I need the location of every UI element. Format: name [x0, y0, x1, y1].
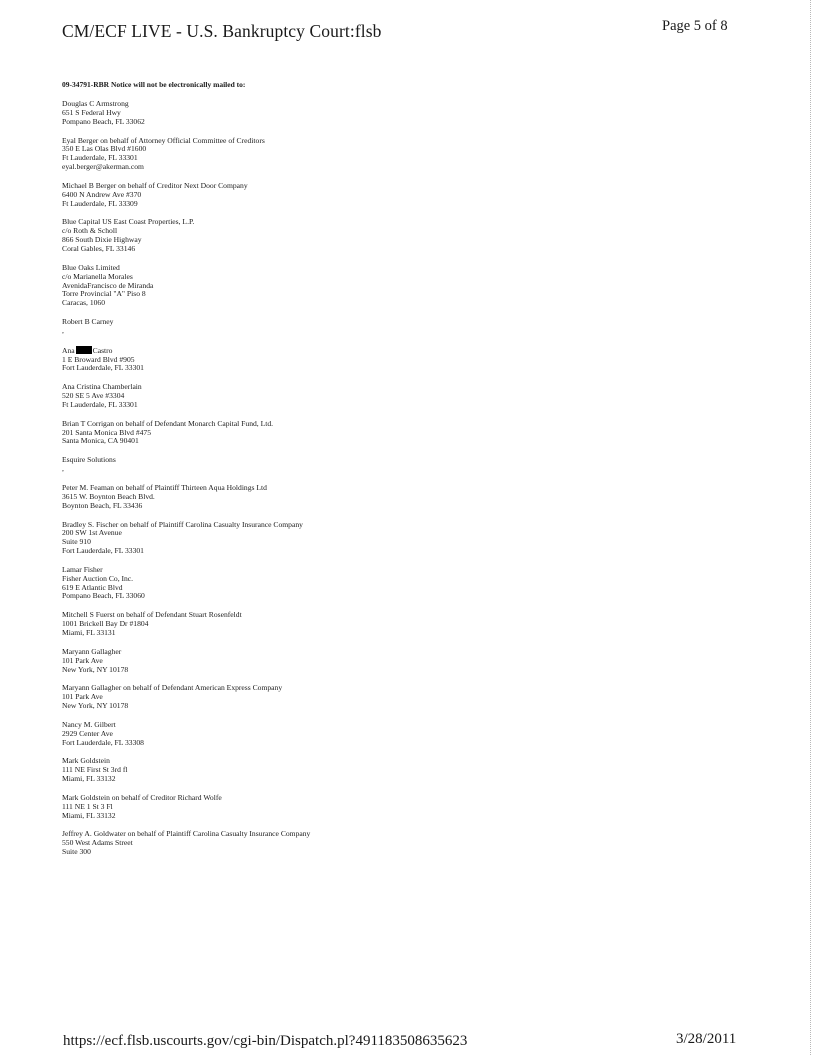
recipient-line: New York, NY 10178 [62, 664, 129, 674]
recipient-name-last: Castro [92, 345, 113, 355]
recipient-entry [62, 566, 702, 601]
recipient-line: 651 S Federal Hwy [62, 107, 121, 117]
recipient-line: 1 E Broward Blvd #905 [62, 354, 135, 364]
recipient-line: Coral Gables, FL 33146 [62, 243, 136, 253]
recipient-line: 101 Park Ave [62, 692, 103, 702]
recipient-line: Miami, FL 33132 [62, 774, 116, 784]
redaction-bar [76, 346, 92, 354]
recipient-line: 866 South Dixie Highway [62, 235, 142, 245]
recipient-line: Fisher Auction Co, Inc. [62, 573, 134, 583]
recipient-line: Bradley S. Fischer on behalf of Plaintiff Carolina Casualty Insurance Company [62, 519, 303, 529]
page-edge-divider [810, 0, 812, 1055]
recipient-entry [62, 456, 702, 474]
recipient-line: Ft Lauderdale, FL 33301 [62, 153, 138, 163]
recipient-line: Blue Capital US East Coast Properties, L.P. [62, 217, 195, 227]
recipient-line: c/o Roth & Scholl [62, 226, 118, 236]
recipient-line: New York, NY 10178 [62, 701, 129, 711]
recipient-line: Ft Lauderdale, FL 33309 [62, 198, 138, 208]
recipient-line: 201 Santa Monica Blvd #475 [62, 427, 152, 437]
recipient-line: 101 Park Ave [62, 655, 103, 665]
recipient-line: 111 NE 1 St 3 Fl [62, 801, 113, 811]
recipient-entry [62, 346, 702, 374]
recipient-line: Fort Lauderdale, FL 33301 [62, 546, 144, 556]
recipient-list [62, 100, 702, 867]
recipient-line: Fort Lauderdale, FL 33301 [62, 363, 144, 373]
recipient-line: 200 SW 1st Avenue [62, 528, 122, 538]
notice-heading: 09-34791-RBR Notice will not be electronically mailed to: [62, 80, 246, 89]
recipient-line: 1001 Brickell Bay Dr #1804 [62, 619, 149, 629]
recipient-line: Maryann Gallagher on behalf of Defendant American Express Company [62, 683, 283, 693]
recipient-line: Miami, FL 33132 [62, 810, 116, 820]
recipient-entry [62, 684, 702, 711]
recipient-line: Michael B Berger on behalf of Creditor Next Door Company [62, 180, 248, 190]
recipient-line: Jeffrey A. Goldwater on behalf of Plaintiff Carolina Casualty Insurance Company [62, 829, 311, 839]
recipient-line: Eyal Berger on behalf of Attorney Official Committee of Creditors [62, 135, 265, 145]
recipient-line: 550 West Adams Street [62, 838, 133, 848]
recipient-entry [62, 100, 702, 127]
recipient-line: Torre Provincial "A" Piso 8 [62, 289, 146, 299]
recipient-line: 3615 W. Boynton Beach Blvd. [62, 491, 155, 501]
recipient-entry [62, 484, 702, 511]
recipient-line: Suite 910 [62, 537, 91, 547]
recipient-entry [62, 794, 702, 821]
recipient-name-redacted [62, 346, 702, 356]
recipient-line: Lamar Fisher [62, 564, 103, 574]
recipient-line: , [62, 464, 64, 474]
recipient-line: Santa Monica, CA 90401 [62, 436, 139, 446]
recipient-line: Brian T Corrigan on behalf of Defendant Monarch Capital Fund, Ltd. [62, 418, 274, 428]
recipient-line: Caracas, 1060 [62, 298, 106, 308]
recipient-line: 619 E Atlantic Blvd [62, 582, 123, 592]
recipient-line: Mark Goldstein on behalf of Creditor Richard Wolfe [62, 792, 222, 802]
recipient-line: Boynton Beach, FL 33436 [62, 500, 143, 510]
recipient-line: 350 E Las Olas Blvd #1600 [62, 144, 147, 154]
recipient-line: , [62, 325, 64, 335]
recipient-line: Blue Oaks Limited [62, 262, 120, 272]
recipient-entry [62, 830, 702, 857]
recipient-line: eyal.berger@akerman.com [62, 162, 144, 172]
recipient-line: Maryann Gallagher [62, 646, 122, 656]
recipient-line: 2929 Center Ave [62, 728, 113, 738]
recipient-line: Pompano Beach, FL 33062 [62, 116, 145, 126]
recipient-entry [62, 611, 702, 638]
recipient-line: Douglas C Armstrong [62, 99, 129, 108]
page-number: Page 5 of 8 [662, 18, 728, 34]
recipient-line: c/o Marianella Morales [62, 271, 133, 281]
recipient-entry [62, 721, 702, 748]
recipient-line: Suite 300 [62, 847, 91, 857]
recipient-line: Robert B Carney [62, 317, 114, 327]
recipient-line: Mark Goldstein [62, 756, 110, 766]
recipient-line: Pompano Beach, FL 33060 [62, 591, 145, 601]
recipient-entry [62, 757, 702, 784]
recipient-line: AvenidaFrancisco de Miranda [62, 280, 154, 290]
recipient-line: Mitchell S Fuerst on behalf of Defendant Stuart Rosenfeldt [62, 610, 242, 620]
recipient-entry [62, 264, 702, 308]
recipient-line: Ana Cristina Chamberlain [62, 382, 142, 392]
recipient-entry [62, 182, 702, 209]
recipient-line: Ft Lauderdale, FL 33301 [62, 399, 138, 409]
recipient-entry [62, 383, 702, 410]
recipient-entry [62, 318, 702, 336]
page-header-title: CM/ECF LIVE - U.S. Bankruptcy Court:flsb [62, 21, 382, 41]
recipient-line: Miami, FL 33131 [62, 627, 116, 637]
recipient-line: 111 NE First St 3rd fl [62, 765, 128, 775]
recipient-line: Fort Lauderdale, FL 33308 [62, 737, 144, 747]
recipient-line: Nancy M. Gilbert [62, 719, 116, 729]
recipient-entry [62, 420, 702, 447]
recipient-line: Peter M. Feaman on behalf of Plaintiff Thirteen Aqua Holdings Ltd [62, 483, 267, 492]
recipient-line: Esquire Solutions [62, 455, 116, 465]
footer-url: https://ecf.flsb.uscourts.gov/cgi-bin/Dispatch.pl?491183508635623 [63, 1033, 468, 1049]
recipient-entry [62, 218, 702, 253]
recipient-line: 6400 N Andrew Ave #370 [62, 189, 142, 199]
recipient-entry [62, 521, 702, 556]
recipient-name-first: Ana [62, 345, 75, 355]
recipient-entry [62, 137, 702, 172]
recipient-entry [62, 648, 702, 675]
recipient-line: 520 SE 5 Ave #3304 [62, 391, 125, 401]
footer-date: 3/28/2011 [676, 1031, 737, 1047]
